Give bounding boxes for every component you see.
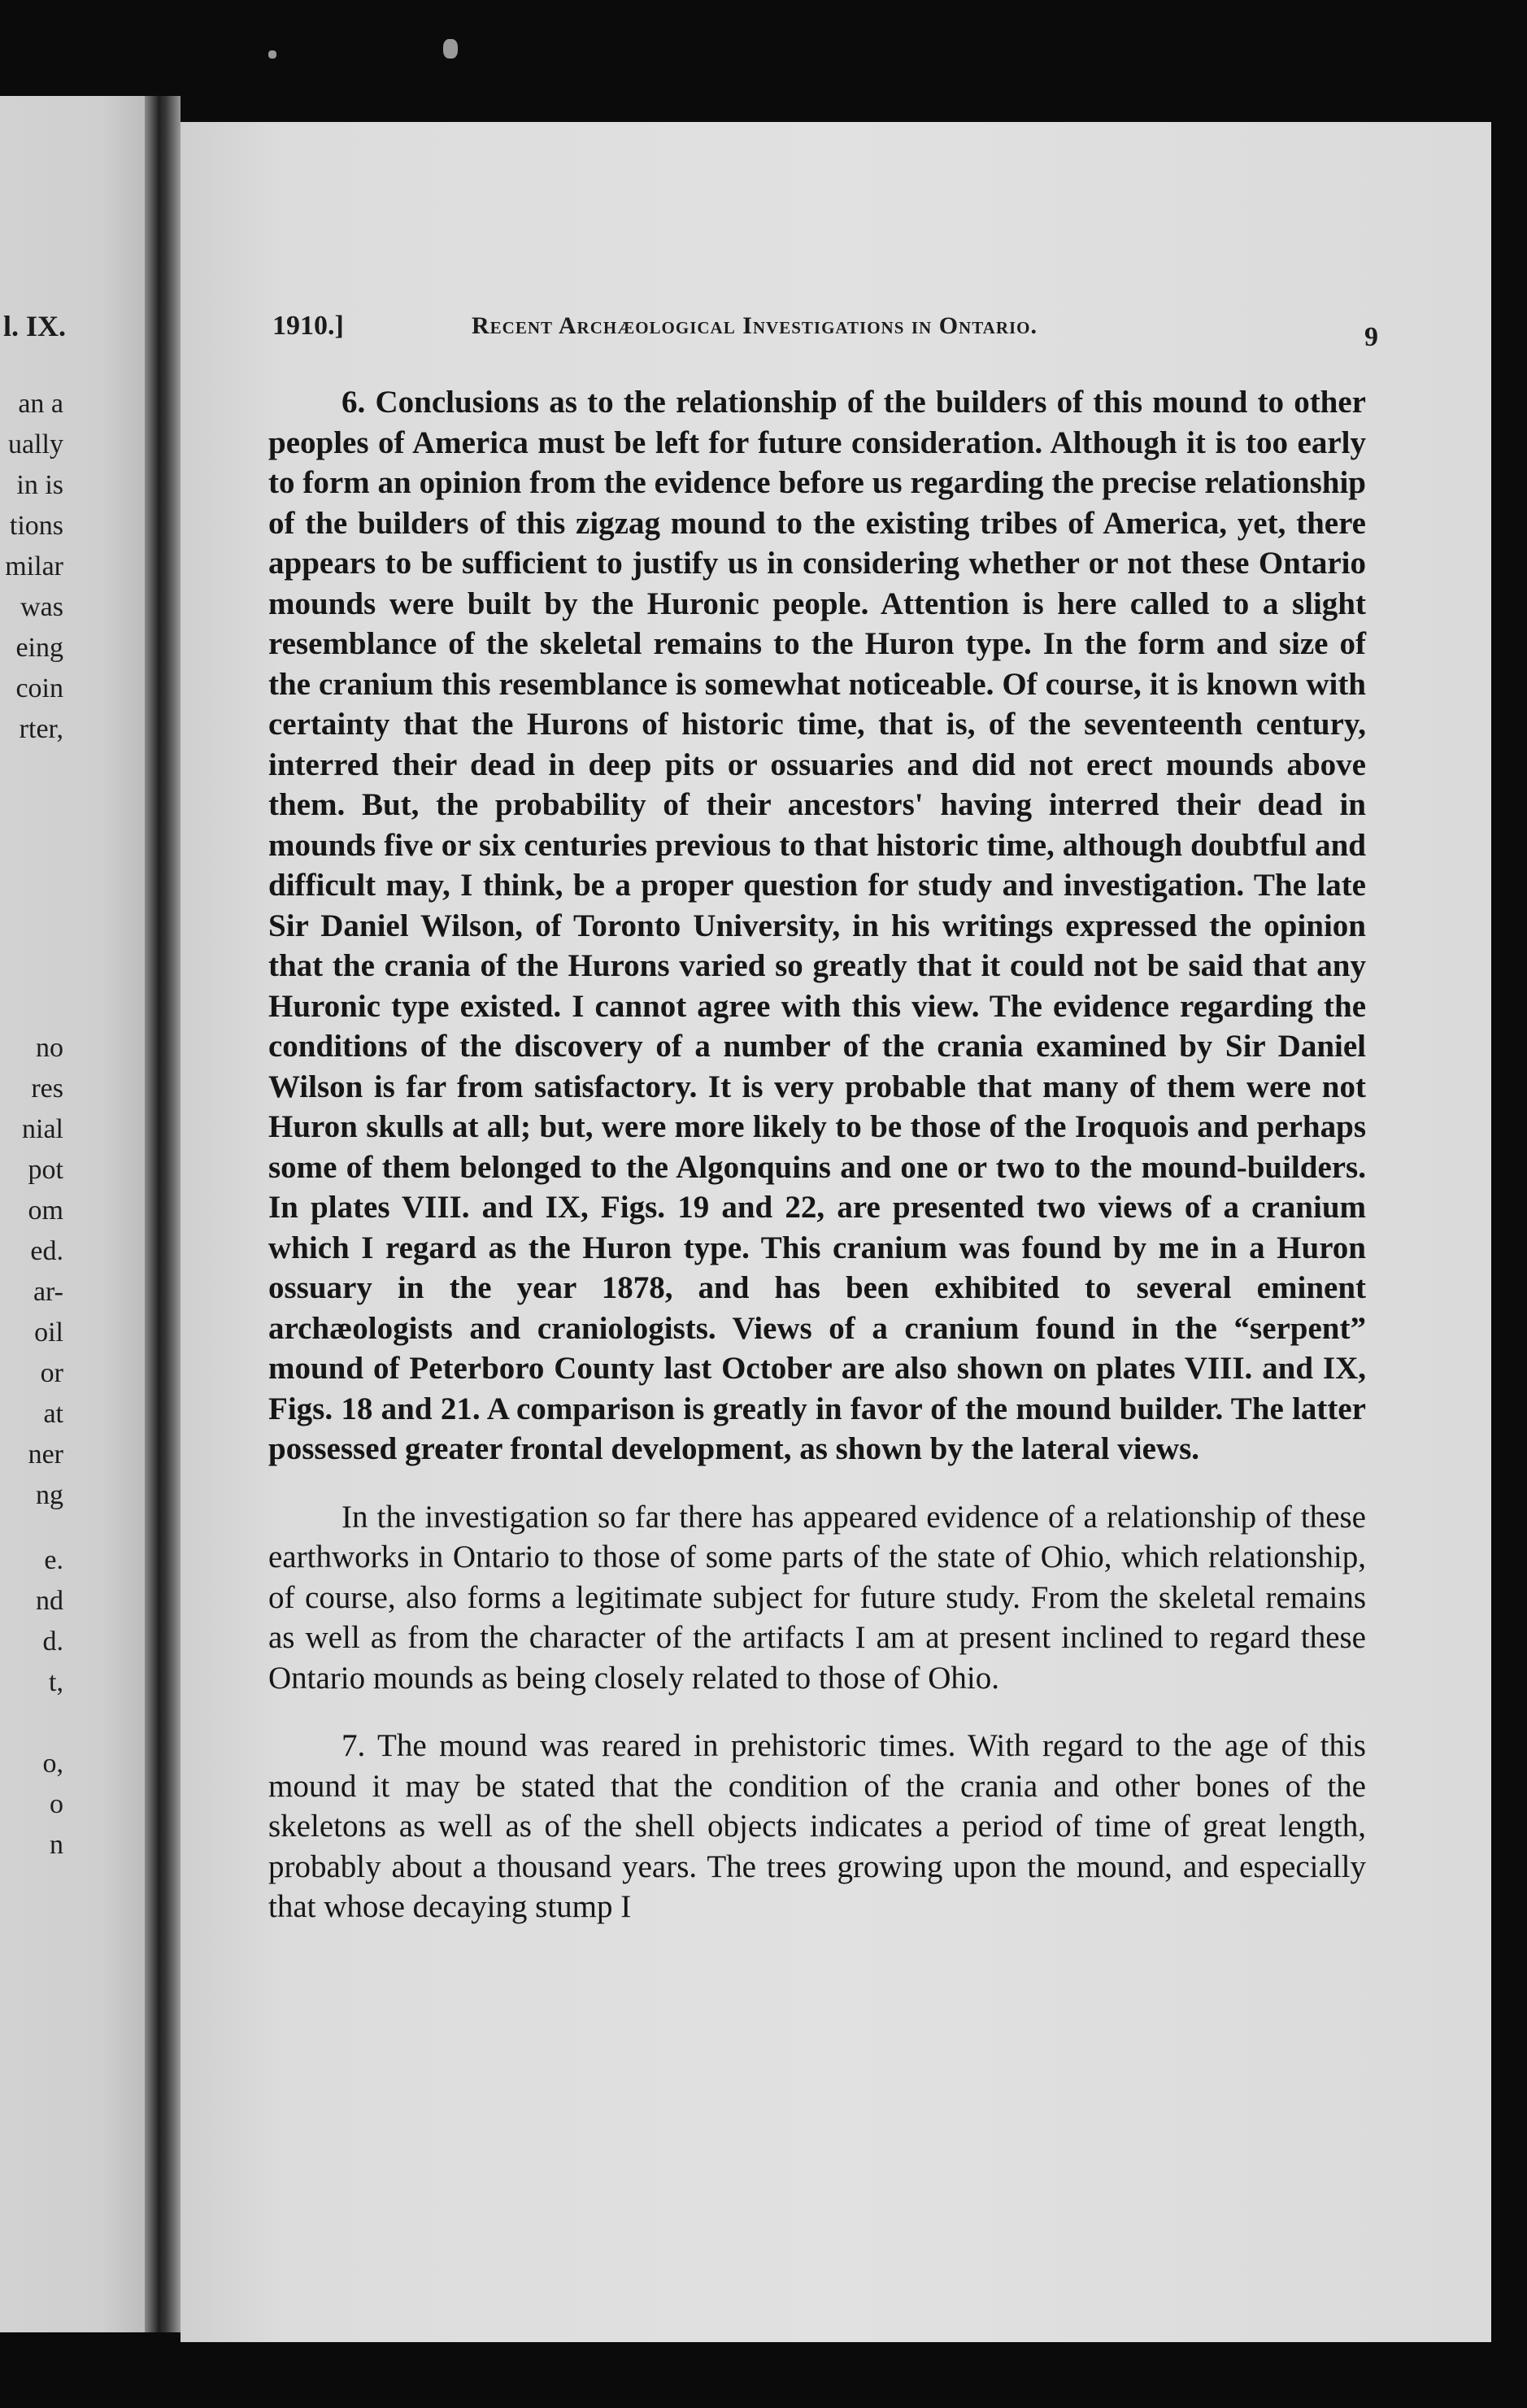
page-number: 9 bbox=[1364, 322, 1378, 352]
left-page-line-fragment: coin bbox=[15, 673, 63, 703]
book-gutter bbox=[145, 96, 181, 2332]
running-head-year: 1910.] bbox=[272, 311, 344, 341]
left-page-line-fragment: ually bbox=[8, 429, 63, 459]
running-head-title: Recent Archæological Investigations in Ontario. bbox=[472, 312, 1038, 339]
left-page-line-fragment: was bbox=[20, 592, 63, 622]
left-page-line-fragment: or bbox=[40, 1358, 63, 1388]
left-page-line-fragment: nd bbox=[36, 1586, 63, 1616]
left-page-line-fragment: o bbox=[50, 1789, 63, 1819]
left-page-line-fragment: no bbox=[36, 1033, 63, 1063]
dust-speck bbox=[268, 50, 276, 59]
left-page-line-fragment: d. bbox=[42, 1626, 63, 1657]
paragraph-age-of-mound: 7. The mound was reared in prehistoric times. With regard to the age of this mound it may be stated that the condition of the crania and other bones of the skeletons as well as of the shell objects indicates a period of time of great length, probably about a thousand years. The trees growing upon the mound, and especially that whose decaying stump I bbox=[268, 1728, 1366, 1924]
left-page-line-fragment: ng bbox=[36, 1480, 63, 1510]
running-head bbox=[272, 303, 1378, 351]
left-page-line-fragment: milar bbox=[5, 551, 63, 581]
dust-speck bbox=[443, 39, 458, 59]
left-page-line-fragment: res bbox=[31, 1073, 63, 1104]
left-page-line-fragment: om bbox=[28, 1195, 63, 1226]
left-page-header: l. IX. bbox=[3, 310, 67, 342]
body-text bbox=[268, 382, 1366, 1927]
left-page-line-fragment: nial bbox=[22, 1114, 63, 1144]
left-page-line-fragment: pot bbox=[28, 1155, 63, 1185]
left-page-line-fragment: eing bbox=[15, 633, 63, 663]
left-page-line-fragment: oil bbox=[34, 1317, 63, 1348]
left-page-line-fragment: tions bbox=[9, 511, 63, 541]
left-page-line-fragment: ar- bbox=[33, 1277, 63, 1307]
left-page-line-fragment: e. bbox=[44, 1545, 63, 1575]
left-page-line-fragment: at bbox=[43, 1399, 63, 1429]
left-page-line-fragment: ner bbox=[28, 1439, 63, 1470]
left-page-line-fragment: an a bbox=[18, 389, 63, 419]
left-page-line-fragment: t, bbox=[49, 1667, 63, 1697]
left-page-line-fragment: ed. bbox=[30, 1236, 63, 1266]
left-page-line-fragment: n bbox=[50, 1830, 63, 1860]
left-page-fragment bbox=[0, 96, 145, 2332]
paragraph-ohio-relationship: In the investigation so far there has appeared evidence of a relationship of these earthworks in Ontario to those of some parts of the state of Ohio, which relationship, of course, also forms a legitimate subject for future study. From the skeletal remains as well as from the character of the artifacts I am at present inclined to regard these Ontario mounds as being closely related to those of Ohio. bbox=[268, 1499, 1366, 1696]
left-page-line-fragment: in is bbox=[16, 470, 63, 500]
left-page-line-fragment: rter, bbox=[19, 714, 63, 744]
left-page-line-fragment: o, bbox=[42, 1748, 63, 1779]
paragraph-conclusions: 6. Conclusions as to the relationship of the builders of this mound to other peoples of America must be left for future consideration. Although it is too early to form an opinion from the evidence before us regarding the precise relationship of the builders of this zigzag mound to the existing tribes of America, yet, there appears to be sufficient to justify us in considering whether or not these Ontario mounds were built by the Huronic people. Attention is here called to a slight resemblance of the skeletal remains to the Huron type. In the form and size of the cranium this resemblance is somewhat noticeable. Of course, it is known with certainty that the Hurons of historic time, that is, of the seventeenth century, interred their dead in deep pits or ossuaries and did not erect mounds above them. But, the probability of their ancestors' having interred their dead in mounds five or six centuries previous to that historic time, although doubtful and difficult may, I think, be a proper question for study and investigation. The late Sir Daniel Wilson, of Toronto University, in his writings expressed the opinion that the crania of the Hurons varied so greatly that it could not be said that any Huronic type existed. I cannot agree with this view. The evidence regarding the conditions of the discovery of a number of the crania examined by Sir Daniel Wilson is far from satisfactory. It is very probable that many of them were not Huron skulls at all; but, were more likely to be those of the Iroquois and perhaps some of them belonged to the Algonquins and one or two to the mound-builders. In plates VIII. and IX, Figs. 19 and 22, are presented two views of a cranium which I regard as the Huron type. This cranium was found by me in a Huron ossuary in the year 1878, and has been exhibited to several eminent archæologists and craniologists. Views of a cranium found in the “serpent” mound of Peterboro County last October are also shown on plates VIII. and IX, Figs. 18 and 21. A comparison is greatly in favor of the mound builder. The latter possessed greater frontal development, as shown by the lateral views. bbox=[268, 385, 1366, 1466]
